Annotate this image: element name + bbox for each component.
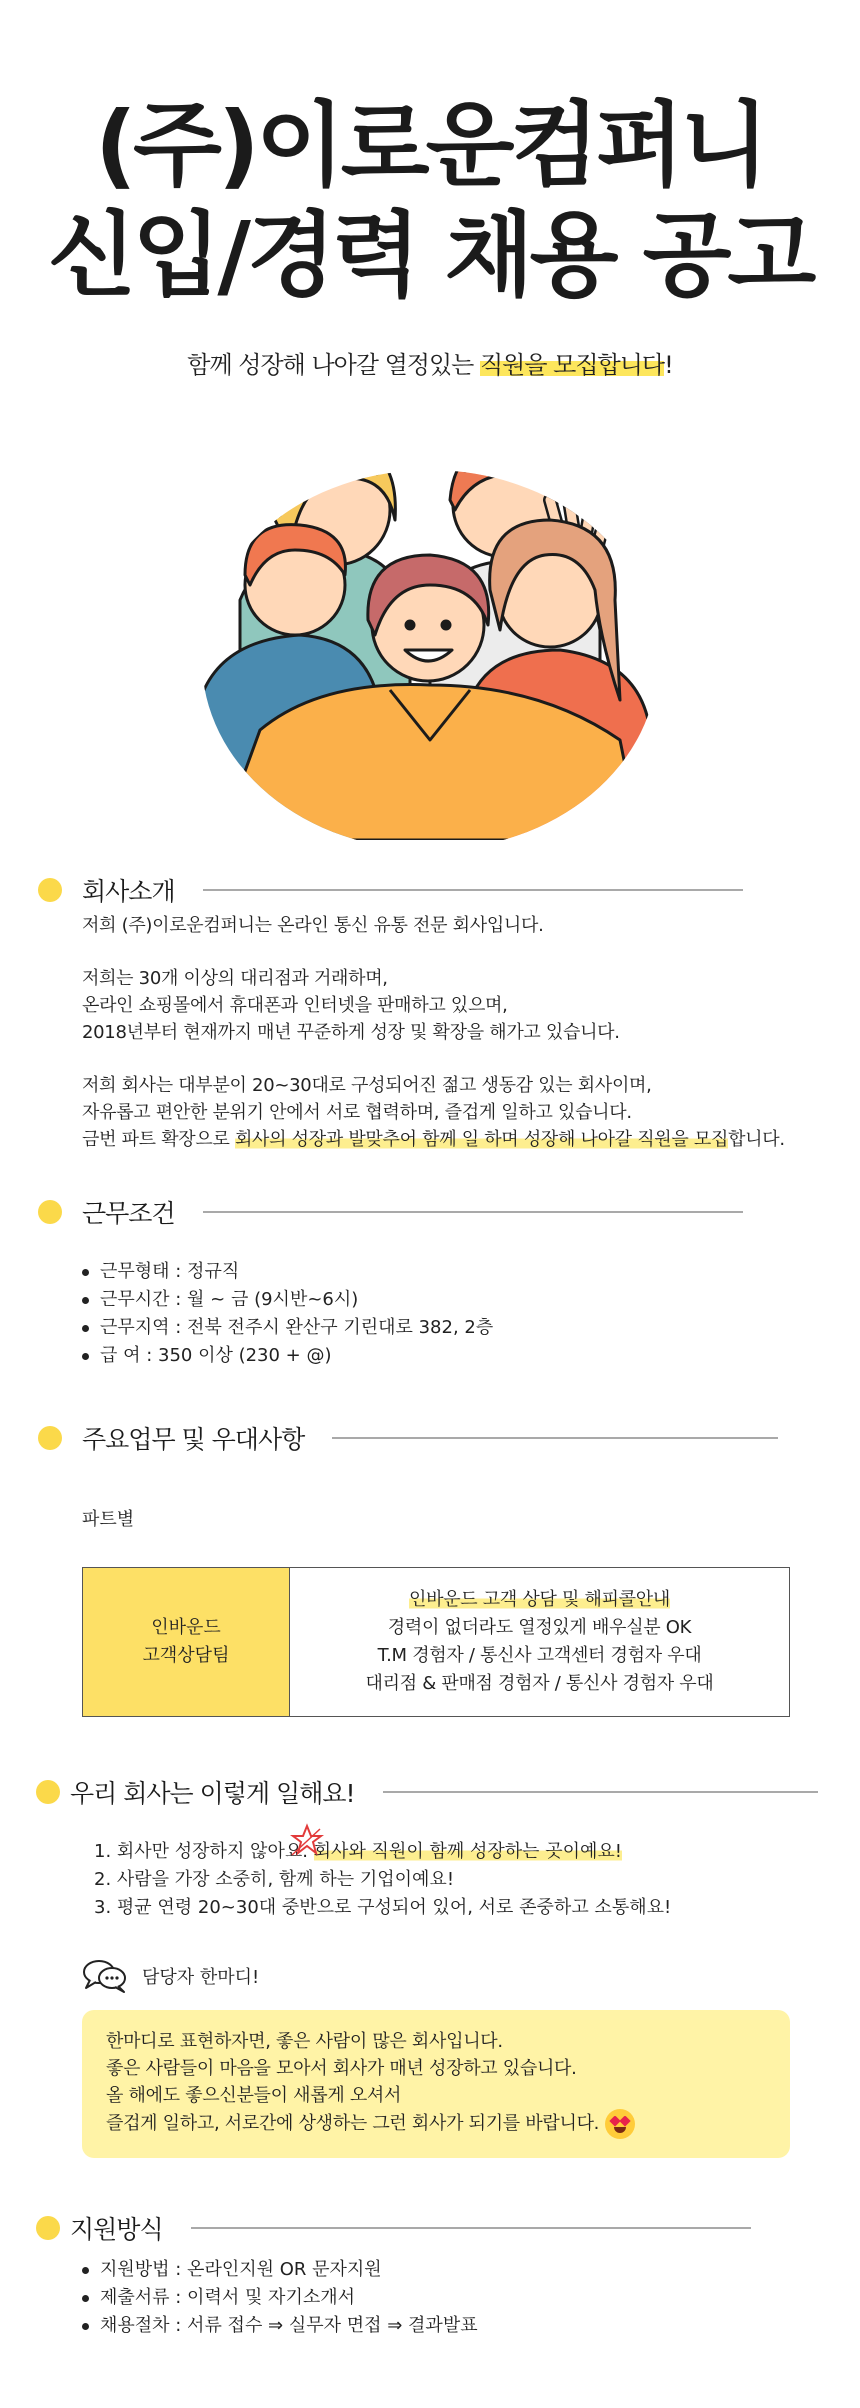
- yellow-dot-icon: [38, 1200, 62, 1224]
- intro-paragraph-2: [82, 965, 620, 1046]
- duties-detail-cell: [290, 1568, 789, 1716]
- message-line: [106, 2109, 766, 2139]
- intro-line: 저희 회사는 대부분이 20~30대로 구성되어진 젊고 생동감 있는 회사이며,: [82, 1075, 652, 1096]
- culture-text: 1. 회사만 성장하지 않아요.: [94, 1841, 314, 1862]
- intro-paragraph-3: [82, 1072, 785, 1153]
- list-item: 급 여 : 350 이상 (230 + @): [100, 1342, 493, 1370]
- intro-line: [82, 1126, 785, 1153]
- speech-bubbles-icon: [82, 1958, 128, 1994]
- culture-list: [94, 1838, 671, 1922]
- section-divider: [203, 889, 743, 891]
- intro-text: 금번 파트 확장으로: [82, 1129, 235, 1150]
- star-eyes-emoji-icon: [605, 2109, 635, 2139]
- section-header-conditions: [38, 1192, 743, 1232]
- title-recruitment: 신입/경력 채용 공고: [47, 202, 813, 309]
- section-title-conditions: 근무조건: [82, 1199, 175, 1228]
- yellow-dot-icon: [38, 1426, 62, 1450]
- subtitle-highlight: 직원을 모집합니다: [480, 351, 665, 379]
- list-item: 근무시간 : 월 ~ 금 (9시반~6시): [100, 1286, 493, 1314]
- section-title-apply: 지원방식: [70, 2215, 163, 2244]
- subtitle: [0, 345, 860, 380]
- section-title-duties: 주요업무 및 우대사항: [82, 1425, 305, 1454]
- title-company: (주)이로운컴퍼니: [94, 92, 766, 199]
- list-item: 3. 평균 연령 20~30대 중반으로 구성되어 있어, 서로 존중하고 소통해요!: [94, 1897, 672, 1918]
- list-item: 지원방법 : 온라인지원 OR 문자지원: [100, 2256, 478, 2284]
- message-line: 올 해에도 좋으신분들이 새롭게 오셔서: [106, 2085, 402, 2106]
- team-name-line: 인바운드: [151, 1617, 221, 1638]
- duty-line: 경력이 없더라도 열정있게 배우실분 OK: [387, 1617, 692, 1638]
- manager-message-box: [82, 2010, 790, 2158]
- intro-line: 자유롭고 편안한 분위기 안에서 서로 협력하며, 즐겁게 일하고 있습니다.: [82, 1102, 632, 1123]
- section-header-duties: [38, 1418, 778, 1458]
- intro-highlight: 회사의 성장과 발맞추어 함께 일 하며 성장해 나아갈 직원을 모집: [234, 1129, 729, 1150]
- team-cell: [83, 1568, 290, 1716]
- yellow-dot-icon: [36, 1780, 60, 1804]
- intro-line: 저희 (주)이로운컴퍼니는 온라인 통신 유통 전문 회사입니다.: [82, 915, 544, 936]
- team-name-line: 고객상담팀: [142, 1645, 230, 1666]
- manager-comment-label: 담당자 한마디!: [142, 1967, 260, 1988]
- subtitle-text: 함께 성장해 나아갈 열정있는: [187, 351, 480, 379]
- message-text: 즐겁게 일하고, 서로간에 상생하는 그런 회사가 되기를 바랍니다.: [106, 2113, 600, 2134]
- message-line: 좋은 사람들이 마음을 모아서 회사가 매년 성장하고 있습니다.: [106, 2058, 577, 2079]
- section-divider: [383, 1791, 818, 1793]
- conditions-list: [100, 1258, 493, 1370]
- group-people-illustration: [200, 400, 660, 840]
- list-item: 근무형태 : 정규직: [100, 1258, 493, 1286]
- list-item: [94, 1838, 671, 1866]
- list-item: 근무지역 : 전북 전주시 완산구 기린대로 382, 2층: [100, 1314, 493, 1342]
- section-header-apply: [36, 2208, 751, 2248]
- subtitle-end: !: [664, 351, 673, 379]
- yellow-dot-icon: [36, 2216, 60, 2240]
- section-header-culture: [36, 1772, 818, 1812]
- culture-highlight-wrap: [314, 1841, 622, 1862]
- duties-table: [82, 1567, 790, 1717]
- intro-text: 합니다.: [728, 1129, 785, 1150]
- message-line: 한마디로 표현하자면, 좋은 사람이 많은 회사입니다.: [106, 2031, 503, 2052]
- intro-paragraph-1: [82, 912, 544, 939]
- list-item: 채용절차 : 서류 접수 ⇒ 실무자 면접 ⇒ 결과발표: [100, 2312, 478, 2340]
- manager-comment-header: [82, 1958, 259, 1994]
- list-item: 제출서류 : 이력서 및 자기소개서: [100, 2284, 478, 2312]
- section-title-culture: 우리 회사는 이렇게 일해요!: [70, 1779, 355, 1808]
- section-divider: [191, 2227, 751, 2229]
- yellow-dot-icon: [38, 878, 62, 902]
- section-title-intro: 회사소개: [82, 877, 175, 906]
- star-doodle-icon: [290, 1823, 324, 1857]
- intro-line: 온라인 쇼핑몰에서 휴대폰과 인터넷을 판매하고 있으며,: [82, 995, 508, 1016]
- culture-highlight: 회사와 직원이 함께 성장하는 곳이예요!: [313, 1841, 622, 1862]
- duty-line: T.M 경험자 / 통신사 고객센터 경험자 우대: [377, 1645, 702, 1666]
- apply-list: [100, 2256, 478, 2340]
- list-item: 2. 사람을 가장 소중히, 함께 하는 기업이예요!: [94, 1869, 455, 1890]
- duty-line-highlight: 인바운드 고객 상담 및 해피콜안내: [409, 1589, 670, 1610]
- part-label: 파트별: [82, 1509, 135, 1530]
- intro-line: 저희는 30개 이상의 대리점과 거래하며,: [82, 968, 388, 989]
- duty-line: 대리점 & 판매점 경험자 / 통신사 경험자 우대: [365, 1673, 714, 1694]
- section-divider: [203, 1211, 743, 1213]
- section-divider: [332, 1437, 778, 1439]
- intro-line: 2018년부터 현재까지 매년 꾸준하게 성장 및 확장을 해가고 있습니다.: [82, 1022, 620, 1043]
- section-header-intro: [38, 870, 743, 910]
